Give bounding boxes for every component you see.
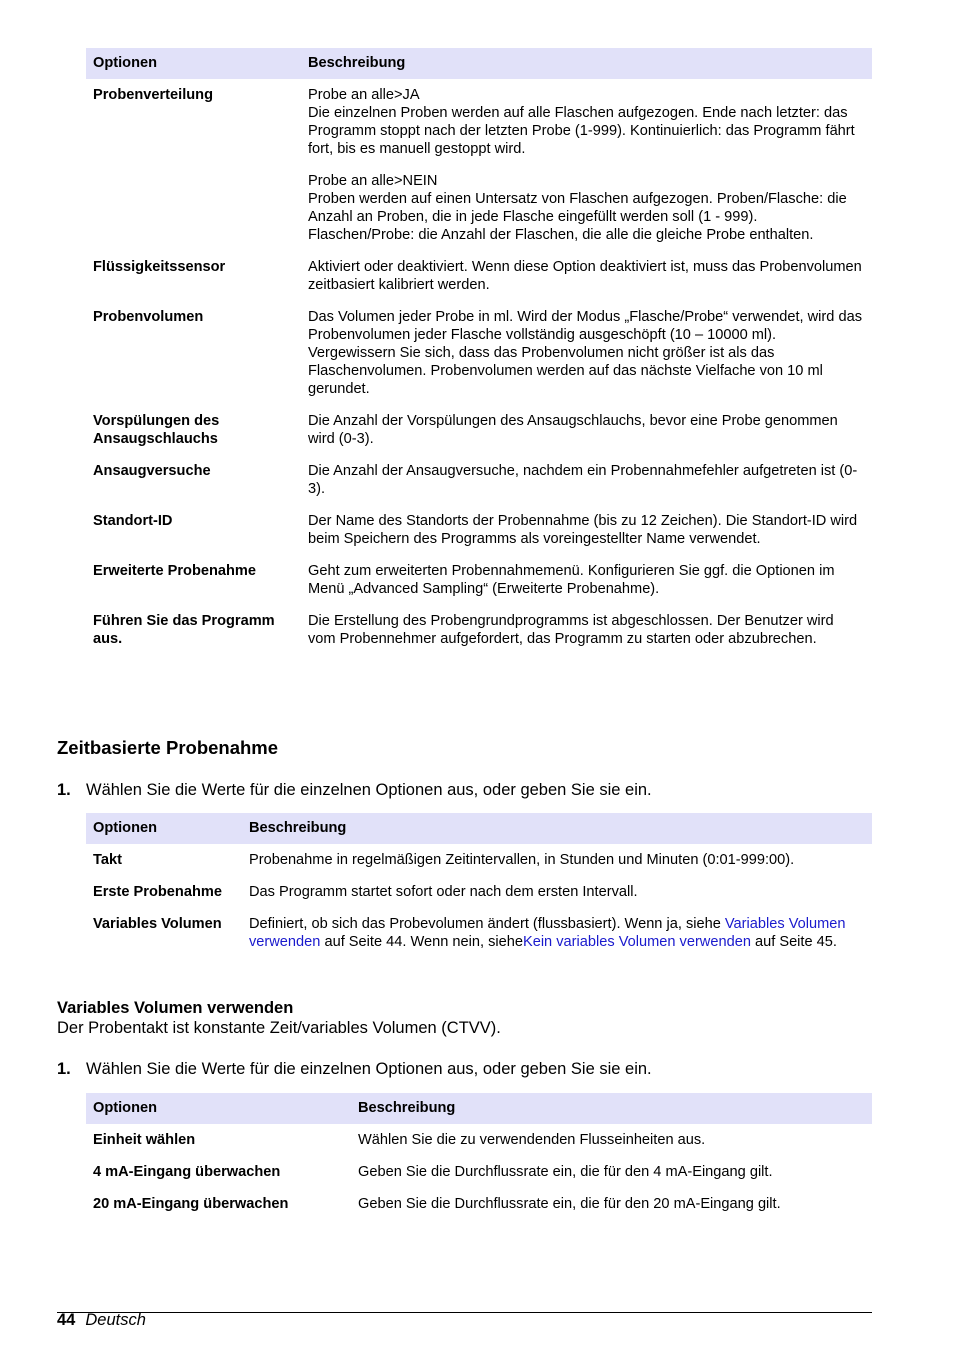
description-text: Definiert, ob sich das Probevolumen ändert (flussbasiert). Wenn ja, siehe <box>249 916 725 932</box>
table-row <box>86 605 872 655</box>
table-row <box>86 1188 872 1220</box>
option-description: Geben Sie die Durchflussrate ein, die für den 20 mA-Eingang gilt. <box>358 1196 781 1212</box>
table-row <box>86 505 872 555</box>
description-paragraph: Probe an alle>JA Die einzelnen Proben werden auf alle Flaschen aufgezogen. Ende nach letzter: das Programm stoppt nach der letzten Probe (1-999). Kontinuierlich: das Programm fährt fort, bis es manuell gestoppt wird. <box>308 87 855 157</box>
option-description: Wählen Sie die zu verwendenden Flusseinheiten aus. <box>358 1132 706 1148</box>
option-name: Flüssigkeitssensor <box>93 259 226 275</box>
step-text: Wählen Sie die Werte für die einzelnen Optionen aus, oder geben Sie sie ein. <box>86 781 652 799</box>
step-text: Wählen Sie die Werte für die einzelnen Optionen aus, oder geben Sie sie ein. <box>86 1060 652 1078</box>
table-row <box>86 1124 872 1156</box>
option-description: Aktiviert oder deaktiviert. Wenn diese Option deaktiviert ist, muss das Probenvolumen zeitbasiert kalibriert werden. <box>308 259 862 293</box>
option-name: Variables Volumen <box>93 916 222 932</box>
option-description: Geben Sie die Durchflussrate ein, die für den 4 mA-Eingang gilt. <box>358 1164 773 1180</box>
option-name: Probenverteilung <box>93 87 214 103</box>
section-heading-variables-volumen-verwenden: Variables Volumen verwenden <box>57 999 294 1017</box>
option-description <box>242 908 872 958</box>
instruction-step <box>57 781 652 800</box>
column-header-options: Optionen <box>86 813 242 844</box>
options-table-variable-volume <box>86 1093 872 1220</box>
table-row <box>86 455 872 505</box>
option-name: Einheit wählen <box>93 1132 196 1148</box>
option-description: Die Anzahl der Ansaugversuche, nachdem ein Probennahmefehler aufgetreten ist (0-3). <box>308 463 858 497</box>
table-row <box>86 555 872 605</box>
option-description: Das Programm startet sofort oder nach dem ersten Intervall. <box>249 884 638 900</box>
section-intro: Der Probentakt ist konstante Zeit/variables Volumen (CTVV). <box>57 1019 501 1037</box>
option-description: Probenahme in regelmäßigen Zeitintervallen, in Stunden und Minuten (0:01-999:00). <box>249 852 795 868</box>
option-name: 20 mA-Eingang überwachen <box>93 1196 289 1212</box>
table-row <box>86 844 872 876</box>
options-table-time-based <box>86 813 872 958</box>
table-row <box>86 1156 872 1188</box>
link-variables-volumen-verwenden[interactable]: Variables Volumen verwenden <box>249 916 846 950</box>
table-header-row <box>86 813 872 844</box>
option-name: Erweiterte Probenahme <box>93 563 257 579</box>
option-description: Der Name des Standorts der Probennahme (bis zu 12 Zeichen). Die Standort-ID wird beim Speichern des Programms als voreingestellter Name verwendet. <box>308 513 858 547</box>
column-header-description: Beschreibung <box>351 1093 872 1124</box>
option-name: Standort-ID <box>93 513 173 529</box>
column-header-description: Beschreibung <box>301 48 872 79</box>
table-row <box>86 251 872 301</box>
option-description: Die Anzahl der Vorspülungen des Ansaugschlauchs, bevor eine Probe genommen wird (0-3). <box>308 413 838 447</box>
option-name: Erste Probenahme <box>93 884 222 900</box>
option-name: 4 mA-Eingang überwachen <box>93 1164 281 1180</box>
option-name: Führen Sie das Programm aus. <box>93 613 275 647</box>
footer-divider <box>57 1312 872 1313</box>
section-heading-zeitbasierte-probenahme: Zeitbasierte Probenahme <box>57 737 279 758</box>
table-row <box>86 301 872 405</box>
option-name: Ansaugversuche <box>93 463 211 479</box>
options-table-basic <box>86 48 872 655</box>
page-number: 44 <box>57 1311 76 1329</box>
option-description: Das Volumen jeder Probe in ml. Wird der Modus „Flasche/Probe“ verwendet, wird das Probenvolumen jeder Flasche vollständig ausgeschöpft (10 – 10000 ml). Vergewissern Sie sich, dass das Probenvolumen nicht größer ist als das Flaschenvolumen. Probenvolumen werden auf das nächste Vielfache von 10 ml gerundet. <box>308 309 862 397</box>
page-footer <box>57 1311 146 1330</box>
description-text: auf Seite 45. <box>750 934 837 950</box>
option-description: Die Erstellung des Probengrundprogramms ist abgeschlossen. Der Benutzer wird vom Probennehmer aufgefordert, das Programm zu starten oder abzubrechen. <box>308 613 834 647</box>
option-name: Vorspülungen des Ansaugschlauchs <box>93 413 220 447</box>
column-header-options: Optionen <box>86 48 301 79</box>
table-header-row <box>86 1093 872 1124</box>
column-header-description: Beschreibung <box>242 813 872 844</box>
footer-language: Deutsch <box>85 1311 146 1329</box>
column-header-options: Optionen <box>86 1093 351 1124</box>
table-row <box>86 405 872 455</box>
instruction-step <box>57 1060 652 1079</box>
option-description: Geht zum erweiterten Probennahmemenü. Konfigurieren Sie ggf. die Optionen im Menü „Advanced Sampling“ (Erweiterte Probenahme). <box>308 563 835 597</box>
table-header-row <box>86 48 872 79</box>
step-number: 1. <box>57 1060 71 1078</box>
description-text: auf Seite 44. Wenn nein, siehe <box>320 934 523 950</box>
table-row <box>86 876 872 908</box>
description-paragraph: Probe an alle>NEIN Proben werden auf einen Untersatz von Flaschen aufgezogen. Proben/Flasche: die Anzahl an Proben, die in jede Flasche eingefüllt werden soll (1 - 999). Flaschen/Probe: die Anzahl der Flaschen, die alle die gleiche Probe enthalten. <box>308 173 847 243</box>
step-number: 1. <box>57 781 71 799</box>
option-description <box>301 79 872 251</box>
option-name: Probenvolumen <box>93 309 204 325</box>
table-row <box>86 908 872 958</box>
table-row <box>86 79 872 251</box>
option-name: Takt <box>93 852 122 868</box>
link-kein-variables-volumen-verwenden[interactable]: Kein variables Volumen verwenden <box>522 934 751 950</box>
